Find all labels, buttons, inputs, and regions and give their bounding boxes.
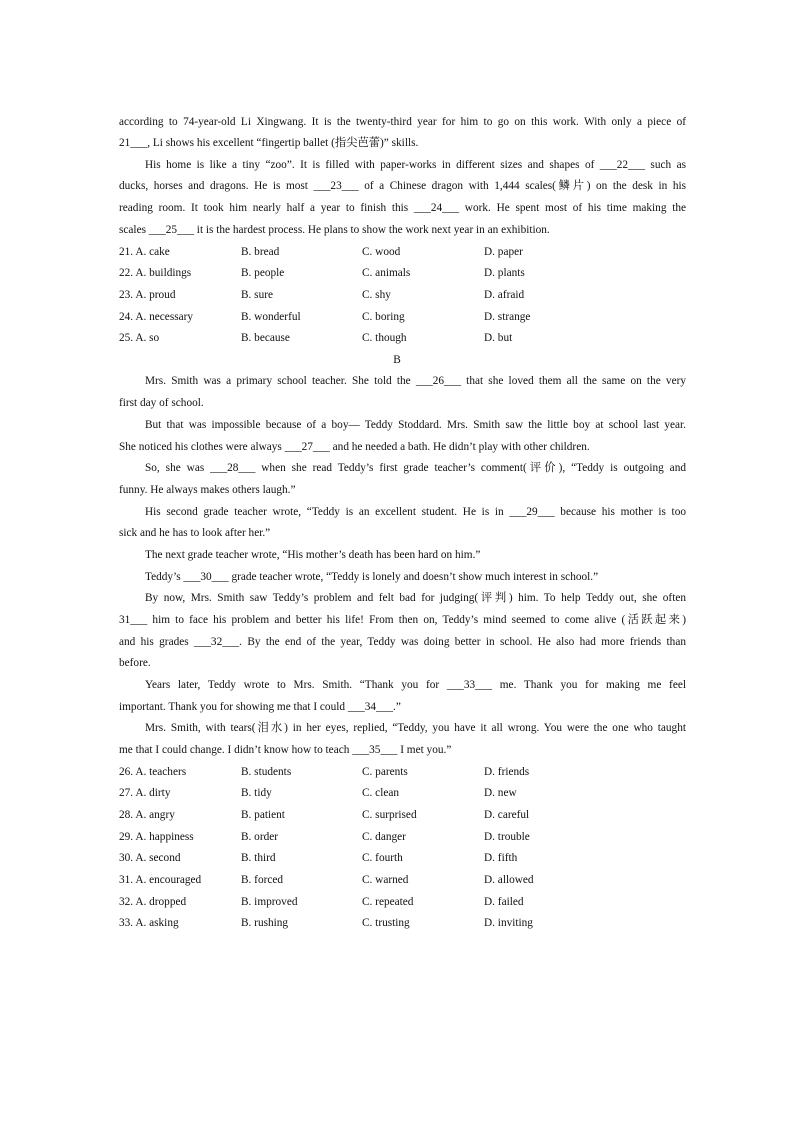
option-d: D. but [484, 332, 513, 344]
passage-line: scales ___25___ it is the hardest process. He plans to show the work next year in an exhibition. [119, 224, 550, 236]
option-d: D. plants [484, 267, 525, 279]
option-b: B. sure [241, 289, 274, 301]
passage-line: 31___ him to face his problem and better his life! From then on, Teddy’s mind seemed to come alive (活跃起来) [119, 614, 686, 626]
option-b: B. because [241, 332, 290, 344]
option-b: B. improved [241, 896, 298, 908]
option-b: B. forced [241, 874, 284, 886]
passage-line: me that I could change. I didn’t know how to teach ___35___ I met you.” [119, 744, 452, 756]
option-c: C. parents [362, 766, 408, 778]
option-a: 32. A. dropped [119, 896, 187, 908]
option-d: D. failed [484, 896, 524, 908]
option-b: B. tidy [241, 787, 272, 799]
option-a: 23. A. proud [119, 289, 176, 301]
option-d: D. fifth [484, 852, 518, 864]
option-d: D. allowed [484, 874, 534, 886]
passage-line: Years later, Teddy wrote to Mrs. Smith. “Thank you for ___33___ me. Thank you for making me feel [145, 679, 686, 691]
passage-line: reading room. It took him nearly half a year to finish this ___24___ work. He spent most of his time making the [119, 202, 686, 214]
option-d: D. inviting [484, 917, 533, 929]
option-b: B. students [241, 766, 292, 778]
option-a: 24. A. necessary [119, 311, 194, 323]
passage-line: His second grade teacher wrote, “Teddy is an excellent student. He is in ___29___ because his mother is too [145, 506, 686, 518]
option-c: C. wood [362, 246, 401, 258]
option-a: 25. A. so [119, 332, 160, 344]
option-d: D. paper [484, 246, 523, 258]
passage-line: Teddy’s ___30___ grade teacher wrote, “Teddy is lonely and doesn’t show much interest in school.” [145, 571, 599, 583]
option-a: 22. A. buildings [119, 267, 192, 279]
option-c: C. trusting [362, 917, 410, 929]
passage-line: But that was impossible because of a boy— Teddy Stoddard. Mrs. Smith saw the little boy at school last year. [145, 419, 686, 431]
option-c: C. fourth [362, 852, 403, 864]
option-a: 29. A. happiness [119, 831, 194, 843]
option-c: C. though [362, 332, 407, 344]
passage-line: By now, Mrs. Smith saw Teddy’s problem and felt bad for judging(评判) him. To help Teddy out, she often [145, 592, 686, 604]
option-c: C. clean [362, 787, 400, 799]
option-a: 28. A. angry [119, 809, 175, 821]
option-d: D. strange [484, 311, 531, 323]
option-a: 30. A. second [119, 852, 181, 864]
option-c: C. repeated [362, 896, 414, 908]
option-b: B. order [241, 831, 279, 843]
passage-line: according to 74-year-old Li Xingwang. It is the twenty-third year for him to go on this work. With only a piece of [119, 116, 686, 128]
option-c: C. animals [362, 267, 411, 279]
option-c: C. danger [362, 831, 406, 843]
option-b: B. rushing [241, 917, 289, 929]
passage-line: 21___, Li shows his excellent “fingertip ballet (指尖芭蕾)” skills. [119, 137, 419, 149]
option-b: B. patient [241, 809, 285, 821]
option-d: D. friends [484, 766, 530, 778]
option-d: D. trouble [484, 831, 530, 843]
option-a: 33. A. asking [119, 917, 179, 929]
passage-line: Mrs. Smith was a primary school teacher. She told the ___26___ that she loved them all the same on the very [145, 375, 686, 387]
option-d: D. careful [484, 809, 530, 821]
passage-line: and his grades ___32___. By the end of the year, Teddy was doing better in school. He also had more friends than [119, 636, 686, 648]
option-b: B. third [241, 852, 276, 864]
passage-line: So, she was ___28___ when she read Teddy’s first grade teacher’s comment(评价), “Teddy is outgoing and [145, 462, 686, 474]
section-title: B [393, 354, 401, 366]
option-b: B. wonderful [241, 311, 301, 323]
option-a: 31. A. encouraged [119, 874, 202, 886]
option-a: 27. A. dirty [119, 787, 171, 799]
option-c: C. warned [362, 874, 409, 886]
option-b: B. bread [241, 246, 280, 258]
passage-line: important. Thank you for showing me that I could ___34___.” [119, 701, 401, 713]
passage-line: funny. He always makes others laugh.” [119, 484, 296, 496]
option-c: C. shy [362, 289, 391, 301]
passage-line: The next grade teacher wrote, “His mother’s death has been hard on him.” [145, 549, 481, 561]
option-c: C. boring [362, 311, 405, 323]
passage-line: sick and he has to look after her.” [119, 527, 271, 539]
passage-line: ducks, horses and dragons. He is most ___23___ of a Chinese dragon with 1,444 scales(鳞片) on the desk in his [119, 180, 686, 192]
passage-line: before. [119, 657, 151, 669]
option-a: 21. A. cake [119, 246, 170, 258]
passage-line: Mrs. Smith, with tears(泪水) in her eyes, replied, “Teddy, you have it all wrong. You were the one who taught [145, 722, 686, 734]
option-d: D. afraid [484, 289, 525, 301]
option-b: B. people [241, 267, 285, 279]
passage-line: first day of school. [119, 397, 204, 409]
option-d: D. new [484, 787, 517, 799]
option-a: 26. A. teachers [119, 766, 187, 778]
option-c: C. surprised [362, 809, 417, 821]
passage-line: She noticed his clothes were always ___27___ and he needed a bath. He didn’t play with other children. [119, 441, 590, 453]
passage-line: His home is like a tiny “zoo”. It is filled with paper-works in different sizes and shapes of ___22___ such as [145, 159, 686, 171]
